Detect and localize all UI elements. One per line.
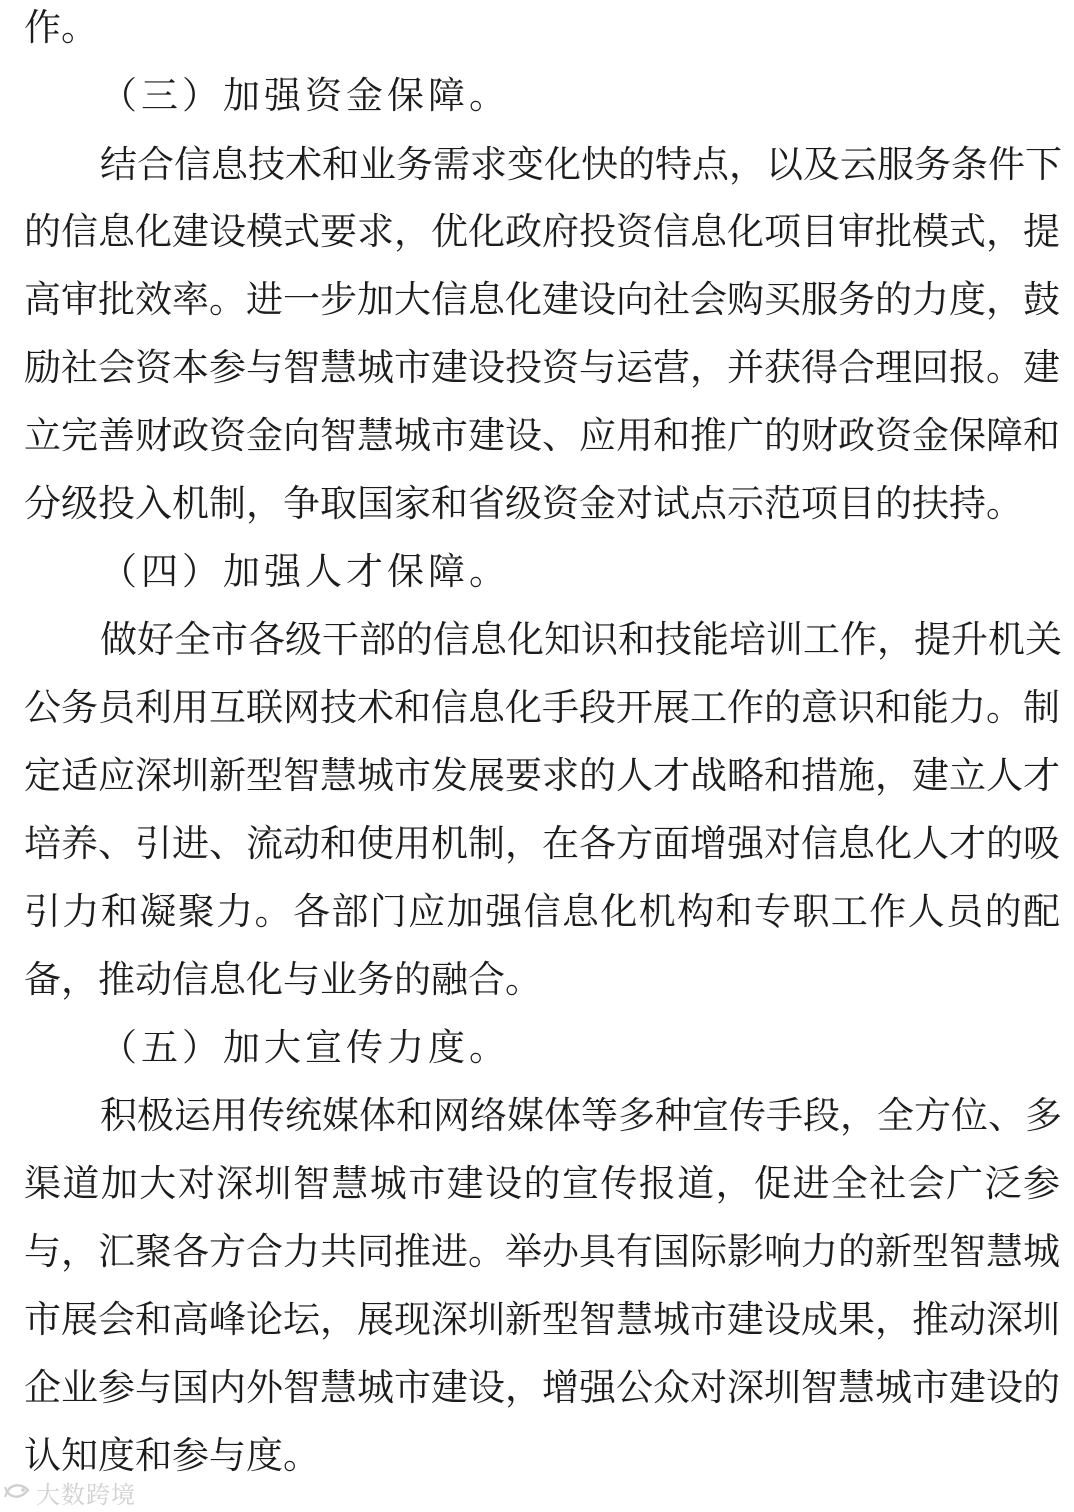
section-heading: （三）加强资金保障。 [100, 74, 510, 117]
text-line: 作。 [24, 6, 98, 49]
text-line: 励社会资本参与智慧城市建设投资与运营，并获得合理回报。建 [24, 346, 1060, 389]
text-line: 渠道加大对深圳智慧城市建设的宣传报道，促进全社会广泛参 [24, 1162, 1060, 1205]
text-line: 企业参与国内外智慧城市建设，增强公众对深圳智慧城市建设的 [24, 1366, 1060, 1409]
text-line: 立完善财政资金向智慧城市建设、应用和推广的财政资金保障和 [24, 414, 1060, 457]
section-heading: （五）加大宣传力度。 [100, 1026, 510, 1069]
text-line: 的信息化建设模式要求，优化政府投资信息化项目审批模式，提 [24, 210, 1060, 253]
text-line: 引力和凝聚力。各部门应加强信息化机构和专职工作人员的配 [24, 890, 1060, 933]
text-line: 与，汇聚各方合力共同推进。举办具有国际影响力的新型智慧城 [24, 1230, 1060, 1273]
text-line: 做好全市各级干部的信息化知识和技能培训工作，提升机关 [100, 618, 1062, 661]
watermark-text: 大数跨境 [36, 1480, 136, 1509]
watermark [4, 1474, 136, 1510]
section-heading: （四）加强人才保障。 [100, 550, 510, 593]
text-line: 积极运用传统媒体和网络媒体等多种宣传手段，全方位、多 [100, 1094, 1062, 1137]
text-line: 高审批效率。进一步加大信息化建设向社会购买服务的力度，鼓 [24, 278, 1060, 321]
text-line: 定适应深圳新型智慧城市发展要求的人才战略和措施，建立人才 [24, 754, 1060, 797]
text-line: 培养、引进、流动和使用机制，在各方面增强对信息化人才的吸 [24, 822, 1060, 865]
text-line: 结合信息技术和业务需求变化快的特点，以及云服务条件下 [100, 143, 1062, 186]
fish-logo-icon [4, 1478, 32, 1506]
text-line: 公务员利用互联网技术和信息化手段开展工作的意识和能力。制 [24, 686, 1060, 729]
text-line: 分级投入机制，争取国家和省级资金对试点示范项目的扶持。 [24, 482, 1023, 525]
text-line: 市展会和高峰论坛，展现深圳新型智慧城市建设成果，推动深圳 [24, 1298, 1060, 1341]
text-line: 认知度和参与度。 [24, 1434, 320, 1477]
text-line: 备，推动信息化与业务的融合。 [24, 958, 542, 1001]
